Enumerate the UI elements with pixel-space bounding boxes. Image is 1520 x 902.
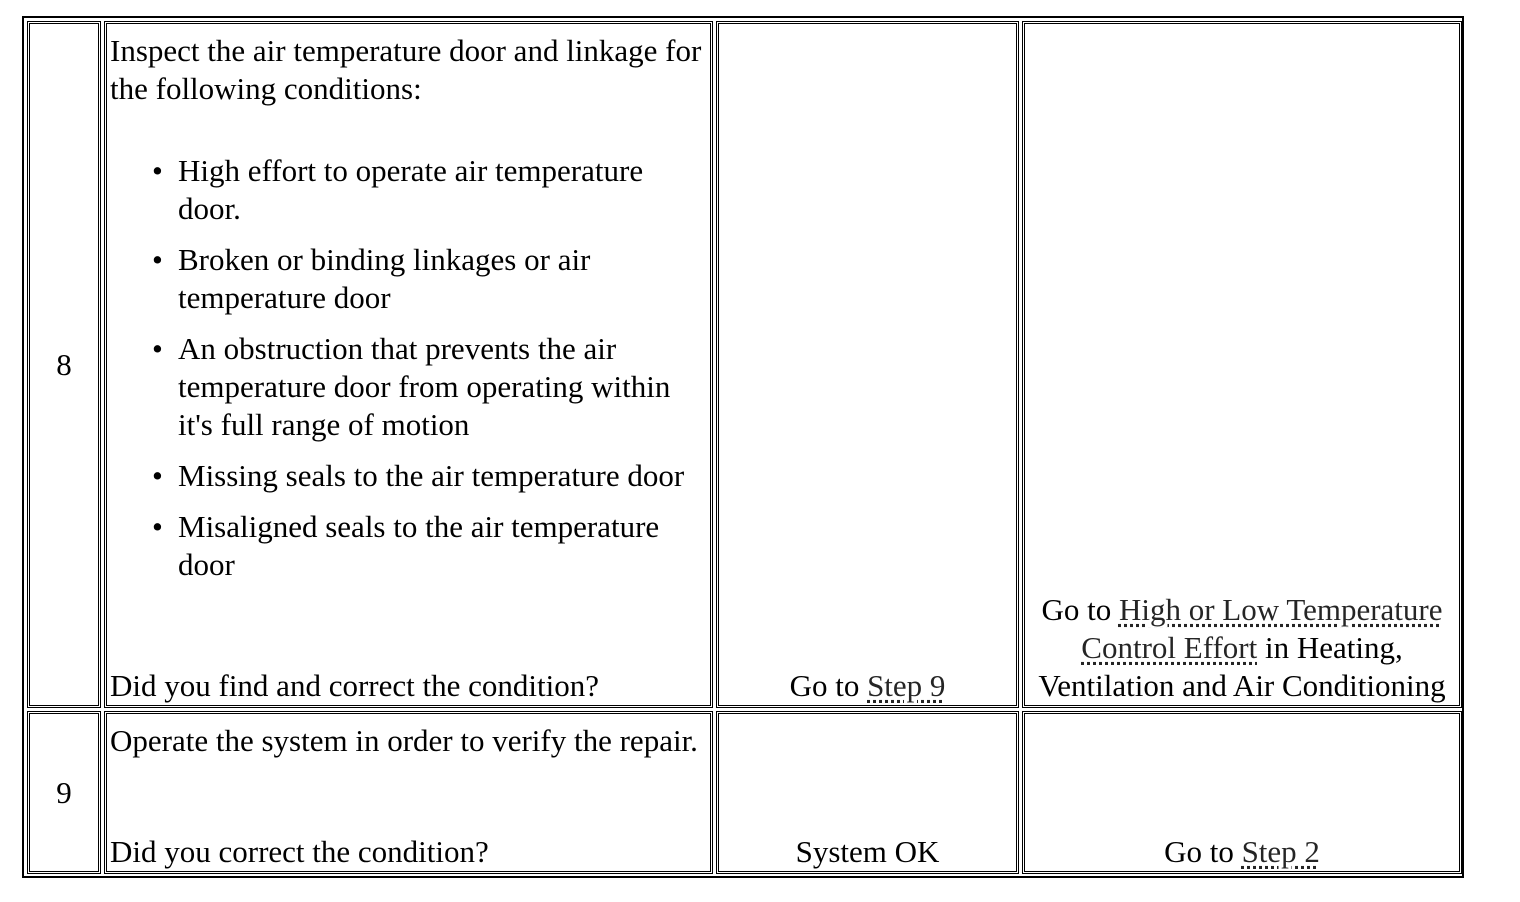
- action-intro: Operate the system in order to verify the repair.: [110, 723, 698, 758]
- yes-result: System OK: [795, 834, 940, 869]
- no-prefix: Go to: [1041, 592, 1119, 627]
- temperature-control-effort-link[interactable]: High or Low Temperature Control Effort: [1081, 592, 1443, 665]
- no-prefix: Go to: [1164, 834, 1242, 869]
- no-suffix: in Heating, Ventilation and Air Conditioning: [1038, 630, 1446, 703]
- no-result: [1031, 591, 1453, 705]
- conditions-list: [110, 152, 710, 584]
- step-8-no-cell: [1022, 21, 1462, 708]
- list-item: • Misaligned seals to the air temperature door: [178, 508, 710, 584]
- step-8-yes-cell: [716, 21, 1019, 708]
- step-number: 8: [56, 346, 72, 382]
- step-9-number-cell: [27, 711, 101, 874]
- step-9-yes-cell: [716, 711, 1019, 874]
- no-result: [1164, 833, 1320, 871]
- list-item: • An obstruction that prevents the air temperature door from operating within it's full range of motion: [178, 330, 710, 444]
- step-8-number-cell: [27, 21, 101, 708]
- step-9-no-cell: [1022, 711, 1462, 874]
- step-number: 9: [56, 774, 72, 810]
- action-intro: Inspect the air temperature door and linkage for the following conditions:: [110, 33, 702, 106]
- action-question: Did you correct the condition?: [110, 834, 489, 869]
- diagnostic-table: [22, 16, 1464, 878]
- step-2-link[interactable]: Step 2: [1241, 834, 1320, 869]
- yes-prefix: Go to: [789, 668, 868, 703]
- list-item: • Broken or binding linkages or air temperature door: [178, 241, 710, 317]
- step-8-action-cell: [104, 21, 713, 708]
- step-9-link[interactable]: Step 9: [867, 668, 946, 703]
- yes-result: [790, 667, 946, 705]
- list-item: • High effort to operate air temperature door.: [178, 152, 710, 228]
- action-question: Did you find and correct the condition?: [110, 668, 599, 703]
- step-9-action-cell: [104, 711, 713, 874]
- list-item: • Missing seals to the air temperature door: [178, 457, 710, 495]
